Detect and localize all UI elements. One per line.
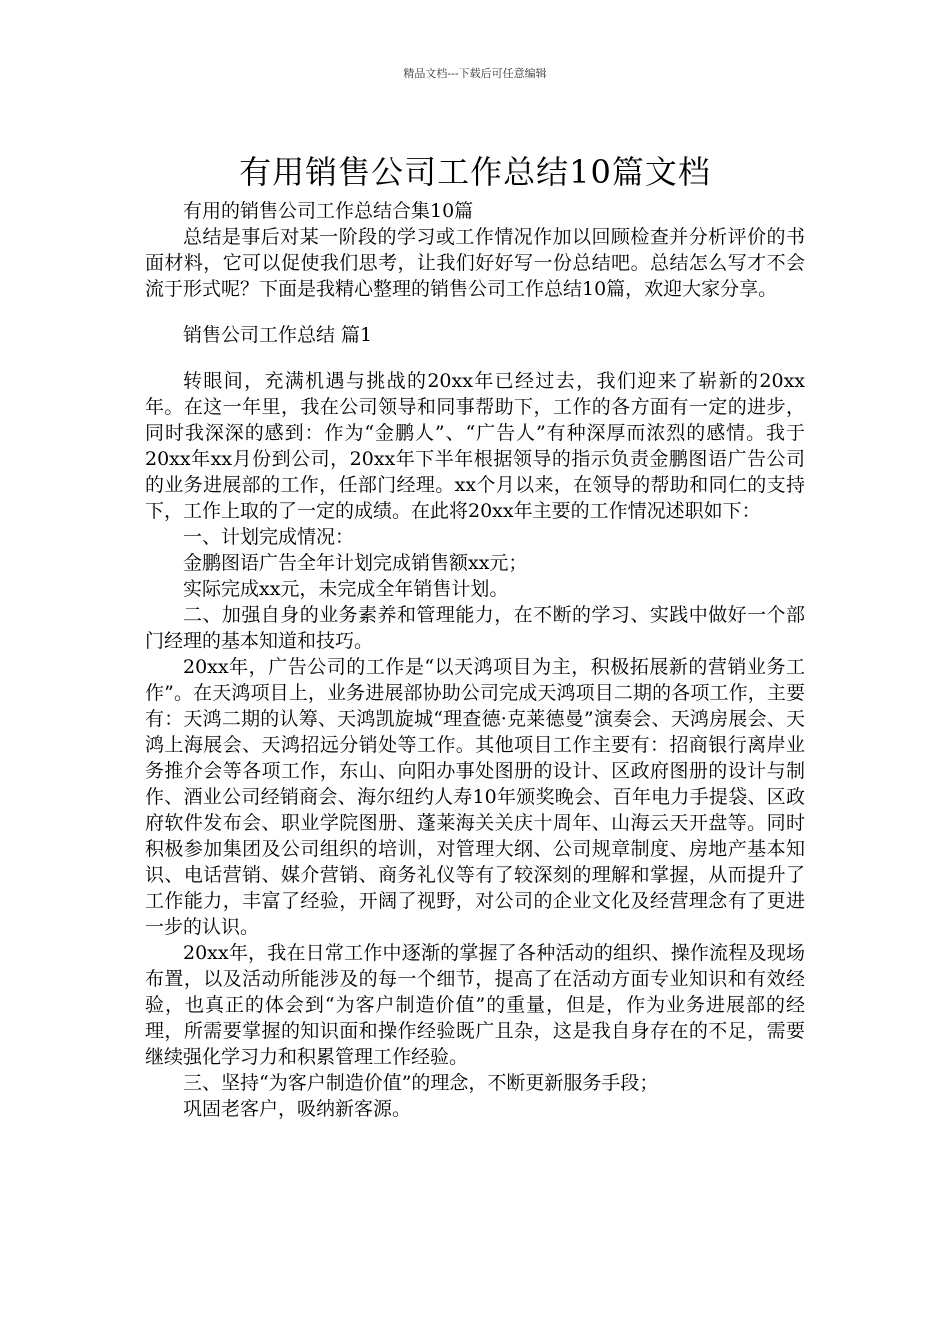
list-heading: 一、计划完成情况： xyxy=(183,526,355,548)
list-heading: 三、坚持“为客户制造价值”的理念，不断更新服务手段； xyxy=(183,1072,659,1094)
body-paragraph: 金鹏图语广告全年计划完成销售额xx元； xyxy=(183,552,528,574)
section-heading: 销售公司工作总结 篇1 xyxy=(183,324,373,346)
intro-paragraph: 总结是事后对某一阶段的学习或工作情况作加以回顾检查并分析评价的书面材料，它可以促使我们思考，让我们好好写一份总结吧。总结怎么写才不会流于形式呢？下面是我精心整理的销售公司工作总结10篇，欢迎大家分享。 xyxy=(145,226,805,300)
body-paragraph: 转眼间，充满机遇与挑战的20xx年已经过去，我们迎来了崭新的20xx年。在这一年里，我在公司领导和同事帮助下，工作的各方面有一定的进步，同时我深深的感到：作为“金鹏人”、“广告人”有种深厚而浓烈的感情。我于20xx年xx月份到公司，20xx年下半年根据领导的指示负责金鹏图语广告公司的业务进展部的工作，任部门经理。xx个月以来，在领导的帮助和同仁的支持下，工作上取的了一定的成绩。在此将20xx年主要的工作情况述职如下： xyxy=(145,370,805,522)
body-paragraph: 实际完成xx元，未完成全年销售计划。 xyxy=(183,578,509,600)
subtitle-paragraph: 有用的销售公司工作总结合集10篇 xyxy=(183,200,474,222)
body-paragraph: 20xx年，广告公司的工作是“以天鸿项目为主，积极拓展新的营销业务工作”。在天鸿项目上，业务进展部协助公司完成天鸿项目二期的各项工作，主要有：天鸿二期的认筹、天鸿凯旋城“理查德·克莱德曼”演奏会、天鸿房展会、天鸿上海展会、天鸿招远分销处等工作。其他项目工作主要有：招商银行离岸业务推介会等各项工作，东山、向阳办事处图册的设计、区政府图册的设计与制作、酒业公司经销商会、海尔纽约人寿10年颁奖晚会、百年电力手提袋、区政府软件发布会、职业学院图册、蓬莱海关关庆十周年、山海云天开盘等。同时积极参加集团及公司组织的培训，对管理大纲、公司规章制度、房地产基本知识、电话营销、媒介营销、商务礼仪等有了较深刻的理解和掌握，从而提升了工作能力，丰富了经验，开阔了视野，对公司的企业文化及经营理念有了更进一步的认识。 xyxy=(145,656,805,938)
body-paragraph: 20xx年，我在日常工作中逐渐的掌握了各种活动的组织、操作流程及现场布置，以及活动所能涉及的每一个细节，提高了在活动方面专业知识和有效经验，也真正的体会到“为客户制造价值”的重量，但是，作为业务进展部的经理，所需要掌握的知识面和操作经验既广且杂，这是我自身存在的不足，需要继续强化学习力和积累管理工作经验。 xyxy=(145,942,805,1068)
header-note: 精品文档---下载后可任意编辑 xyxy=(403,67,547,80)
body-paragraph: 巩固老客户，吸纳新客源。 xyxy=(183,1098,412,1120)
document-title: 有用销售公司工作总结10篇文档 xyxy=(239,153,711,192)
list-heading: 二、加强自身的业务素养和管理能力，在不断的学习、实践中做好一个部门经理的基本知道和技巧。 xyxy=(145,604,805,652)
document-body xyxy=(145,198,805,1122)
